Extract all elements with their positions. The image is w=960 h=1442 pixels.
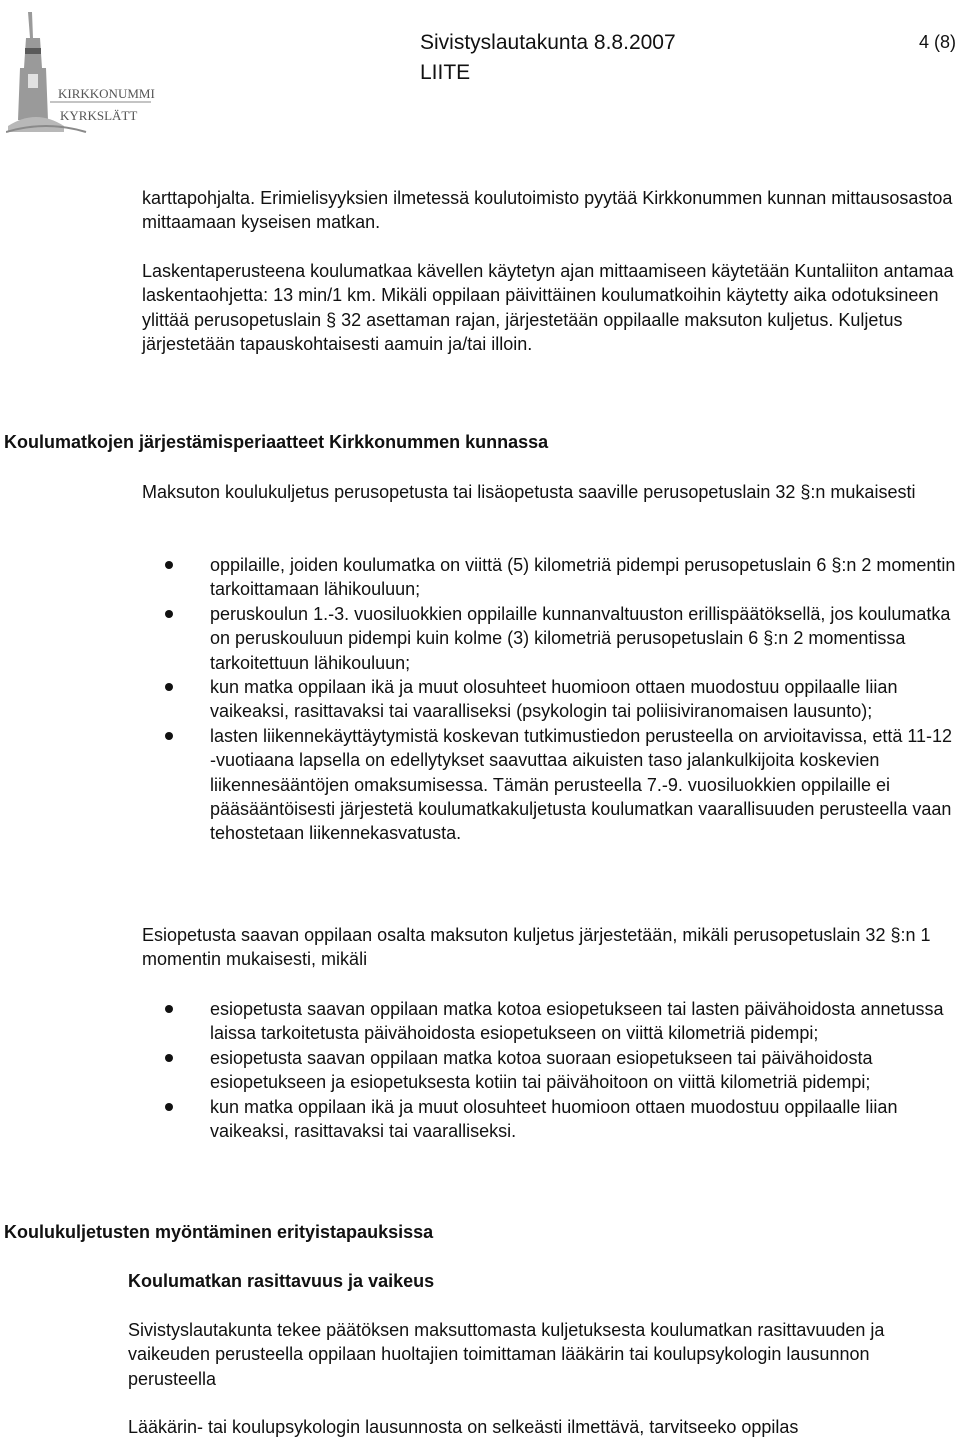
list-item: [210, 997, 958, 1046]
municipality-logo: [6, 8, 156, 136]
attachment-label: LIITE: [420, 61, 471, 84]
logo-text-2: KYRKSLÄTT: [60, 108, 138, 123]
list-item: [210, 724, 958, 846]
list-item: [210, 1046, 958, 1095]
paragraph-free-transport-intro: Maksuton koulukuljetus perusopetusta tai lisäopetusta saaville perusopetuslain 32 §:n mukaisesti: [142, 482, 916, 502]
list-item-text: peruskoulun 1.-3. vuosiluokkien oppilaille kunnanvaltuuston erillispäätöksellä, jos koulumatka on peruskouluun pidempi kuin kolme (3) kilometriä perusopetuslain 6 §:n 2 momentissa tarkoitettuun lähikouluun;: [210, 603, 951, 673]
list-item-text: kun matka oppilaan ikä ja muut olosuhteet huomioon ottaen muodostuu oppilaalle liian vaikeaksi, rasittavaksi tai vaaralliseksi (psykologin tai poliisiviranomaisen lausunto);: [210, 677, 898, 722]
paragraph-measurement: karttapohjalta. Erimielisyyksien ilmetessä koulutoimisto pyytää Kirkkonummen kunnan mittausosastoa mittaamaan kyseisen matkan.: [142, 188, 953, 233]
document-title: Sivistyslautakunta 8.8.2007: [420, 31, 676, 54]
paragraph-board-decision: Sivistyslautakunta tekee päätöksen maksuttomasta kuljetuksesta koulumatkan rasittavuuden ja vaikeuden perusteella oppilaan huoltajien toimittaman lääkärin tai koulupsykologin lausunnon perusteella: [128, 1320, 885, 1389]
list-item-text: kun matka oppilaan ikä ja muut olosuhteet huomioon ottaen muodostuu oppilaalle liian vaikeaksi, rasittavaksi tai vaaralliseksi.: [210, 1096, 898, 1142]
bullet-icon: [165, 683, 173, 691]
bullet-icon: [165, 610, 173, 618]
list-item-text: esiopetusta saavan oppilaan matka kotoa suoraan esiopetukseen tai päivähoidosta esiopetukseen ja esiopetuksesta kotiin tai päivähoitoon on viittä kilometriä pidempi;: [210, 1047, 873, 1093]
list-item-text: lasten liikennekäyttäytymistä koskevan tutkimustiedon perusteella on arvioitavissa, että 11-12 -vuotiaana lapsella on edellytykset saavuttaa aikuisten taso jalankulkijoita koskevien liikennesääntöjen omaksumisessa. Tämän perusteella 7.-9. vuosiluokkien oppilaille ei pääsääntöisesti järjestetä koulumatkakuljetusta koulumatkan vaarallisuuden perusteella vaan tehostetaan liikennekasvatusta.: [210, 725, 953, 844]
subheading-strain-difficulty: Koulumatkan rasittavuus ja vaikeus: [128, 1271, 435, 1291]
bullet-icon: [165, 1103, 173, 1111]
bullet-icon: [165, 732, 173, 740]
list-item-text: oppilaille, joiden koulumatka on viittä (5) kilometriä pidempi perusopetuslain 6 §:n 2 momentin tarkoittamaan lähikouluun;: [210, 555, 956, 600]
bullet-icon: [165, 561, 173, 569]
list-item: [210, 1095, 958, 1144]
section-heading-principles: Koulumatkojen järjestämisperiaatteet Kirkkonummen kunnassa: [4, 432, 549, 452]
paragraph-statement-requirement: Lääkärin- tai koulupsykologin lausunnosta on selkeästi ilmettävä, tarvitseeko oppilas: [128, 1417, 799, 1437]
bullet-icon: [165, 1005, 173, 1013]
list-item-text: esiopetusta saavan oppilaan matka kotoa esiopetukseen tai lasten päivähoidosta annetussa laissa tarkoitetusta päivähoidosta esiopetukseen on viittä kilometriä pidempi;: [210, 999, 944, 1044]
page-number: 4 (8): [918, 32, 956, 52]
list-item: [210, 602, 958, 675]
list-item: [210, 553, 958, 602]
logo-text-1: KIRKKONUMMI: [58, 86, 155, 101]
paragraph-calculation-basis: Laskentaperusteena koulumatkaa kävellen käytetyn ajan mittaamiseen käytetään Kuntaliiton antamaa laskentaohjetta: 13 min/1 km. Mikäli oppilaan päivittäinen koulumatkoihin käytetty aika odotuksineen ylittää perusopetuslain § 32 asettaman rajan, järjestetään oppilaalle maksuton kuljetus. Kuljetus järjestetään tapauskohtaisesti aamuin ja/tai illoin.: [142, 261, 954, 355]
paragraph-preschool-intro: Esiopetusta saavan oppilaan osalta maksuton kuljetus järjestetään, mikäli perusopetuslain 32 §:n 1 momentin mukaisesti, mikäli: [142, 925, 931, 970]
preschool-criteria-list: [210, 997, 958, 1143]
bullet-icon: [165, 1054, 173, 1062]
section-heading-special-cases: Koulukuljetusten myöntäminen erityistapauksissa: [4, 1222, 434, 1242]
free-transport-criteria-list: [210, 553, 958, 846]
list-item: [210, 675, 958, 724]
